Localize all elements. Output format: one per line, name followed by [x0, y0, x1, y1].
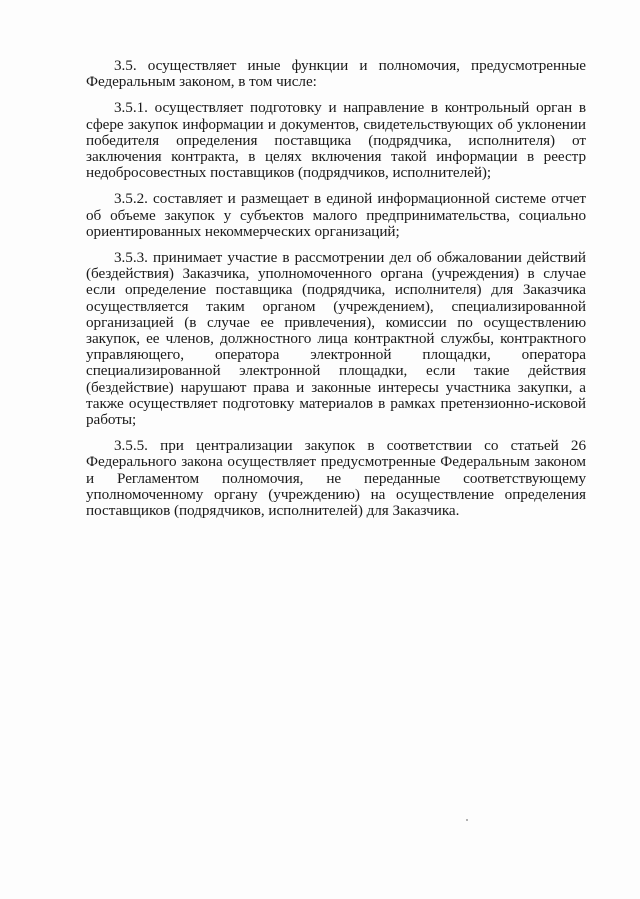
- scan-speck: [466, 819, 468, 821]
- paragraph-3-5-2: 3.5.2. составляет и размещает в единой информационной системе отчет об объеме закупок у субъектов малого предпринимательства, социально ориентированных некоммерческих организаций;: [86, 190, 586, 240]
- paragraph-3-5: 3.5. осуществляет иные функции и полномочия, предусмотренные Федеральным законом, в том числе:: [86, 57, 586, 91]
- paragraph-3-5-5: 3.5.5. при централизации закупок в соответствии со статьей 26 Федерального закона осуществляет предусмотренные Федеральным законом и Регламентом полномочия, не переданные соответствующему уполномоченному органу (учреждению) на осуществление определения поставщиков (подрядчиков, исполнителей) для Заказчика.: [86, 437, 586, 520]
- paragraph-3-5-1: 3.5.1. осуществляет подготовку и направление в контрольный орган в сфере закупок информации и документов, свидетельствующих об уклонении победителя определения поставщика (подрядчика, исполнителя) от заключения контракта, в целях включения такой информации в реестр недобросовестных поставщиков (подрядчиков, исполнителей);: [86, 99, 586, 182]
- document-body: [86, 58, 586, 529]
- paragraph-3-5-3: 3.5.3. принимает участие в рассмотрении дел об обжаловании действий (бездействия) Заказчика, уполномоченного органа (учреждения) в случае если определение поставщика (подрядчика, исполнителя) для Заказчика осуществляется таким органом (учреждением), специализированной организацией (в случае ее привлечения), комиссии по осуществлению закупок, ее членов, должностного лица контрактной службы, контрактного управляющего, оператора электронной площадки, оператора специализированной электронной площадки, если такие действия (бездействие) нарушают права и законные интересы участника закупки, а также осуществляет подготовку материалов в рамках претензионно-исковой работы;: [86, 249, 586, 429]
